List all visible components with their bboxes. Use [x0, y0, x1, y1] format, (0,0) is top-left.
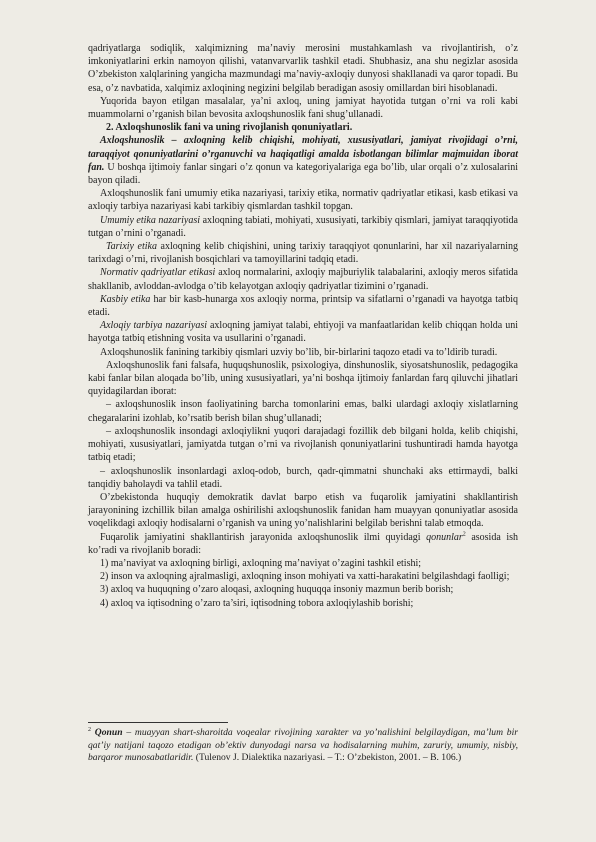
- term: Axloqiy tarbiya nazariyasi: [100, 320, 208, 332]
- footnote-ref: 2: [462, 531, 466, 538]
- paragraph: [88, 214, 518, 240]
- paragraph-text: asosida ish ko’radi va rivojlanib boradi:: [88, 531, 519, 556]
- paragraph: qadriyatlarga sodiqlik, xalqimizning ma’naviy merosini mustahkamlash va rivojlantirish, o’z imkoniyatlarini erkin namoyon qilishi, vatanvarvarlik tashkil etadi. Shubhasiz, ana shu negizlar asosida O’zbekiston xalqlarining yangicha mazmundagi ma’naviy-axloqiy dunyosi shakllanadi va qaror topadi. Bu esa, o’z navbatida, xalqimiz axloqining negizini belgilab beradigan asosiy omillardan biri hisoblanadi.: [88, 43, 518, 94]
- list-item: 3) axloq va huquqning o’zaro aloqasi, axloqning huquqqa insoniy mazmun berib borish;: [100, 584, 454, 596]
- list-item: – axloqshunoslik insondagi axloqiylikni yuqori darajadagi fozillik deb bilgani holda, kelib chiqishi, mohiyati, xususiyatlari, jamiyatda tutgan o’rni va rivojlanish qonuniyatlarini tushuntiradi hamda hayotga tatbiq etadi;: [88, 425, 518, 464]
- footnote: [88, 727, 518, 765]
- paragraph: Yuqorida bayon etilgan masalalar, ya’ni axloq, uning jamiyat hayotida tutgan o’rni va roli kabi muammolarni o’rganish bilan bevosita axloqshunoslik fani shug’ullanadi.: [88, 95, 518, 121]
- list-item: 2) inson va axloqning ajralmasligi, axloqning inson mohiyati va xatti-harakatini belgilashdagi faolligi;: [100, 571, 510, 583]
- list-item: 4) axloq va iqtisodning o’zaro ta’siri, iqtisodning tobora axloqiylashib borishi;: [100, 597, 414, 609]
- footnote-definition: – muayyan shart-sharoitda voqealar rivojining xarakter va yo’nalishini belgilaydigan, ma’lum bir qat’iy natijani taqozo etadigan ob’ektiv dunyodagi narsa va hodisalarning muhim, zaruriy, umumiy, nisbiy, barqaror munosabatlaridir.: [88, 727, 518, 764]
- paragraph-text: axloqning kelib chiqishini, uning tarixiy taraqqiyot qonunlarini, har xil nazariyalarning tarixdagi o’rni, rivojlanish bosqichlari va tamoyillarini tadqiq etadi.: [88, 241, 518, 266]
- definition-paragraph: [88, 134, 518, 187]
- definition-text: Axloqshunoslik – axloqning kelib chiqishi, mohiyati, xususiyatlari, jamiyat rivojidagi o’rni, taraqqiyot qonuniyatlarini o’rganuvchi va haqiqatligi amalda isbotlangan bilimlar majmuidan iborat fan.: [88, 135, 518, 173]
- paragraph: [88, 266, 518, 292]
- term: Kasbiy etika: [100, 293, 151, 305]
- section-heading: 2. Axloqshunoslik fani va uning rivojlanish qonuniyatlari.: [106, 122, 353, 134]
- paragraph: [88, 240, 518, 266]
- paragraph: [88, 319, 518, 345]
- term: Tarixiy etika: [106, 241, 157, 253]
- list-item: – axloqshunoslik inson faoliyatining barcha tomonlarini emas, balki ulardagi axloqiy xislatlarning chegaralarini izohlab, ko’rsatib berish bilan shug’ullanadi;: [88, 399, 518, 424]
- paragraph: O’zbekistonda huquqiy demokratik davlat barpo etish va fuqarolik jamiyatini shakllantirish jarayonining izchillik bilan amalga oshirilishi axloqshunoslik fanidan ham muayyan qonuniyatlar asosida voqelikdagi axloqiy hodisalarni o’rganish va uning yo’nalishlarini belgilab berishni talab etmoqda.: [88, 491, 518, 530]
- term: qonunlar: [426, 531, 463, 543]
- footnote-term: Qonun: [94, 727, 123, 738]
- paragraph-text: U boshqa ijtimoiy fanlar singari o’z qonun va kategoriyalariga ega bo’lib, ular orqali o’z xulosalarini bayon qiladi.: [88, 161, 518, 187]
- term: Normativ qadriyatlar etikasi: [100, 267, 216, 279]
- paragraph: Axloqshunoslik fanining tarkibiy qismlari uzviy bo’lib, bir-birlarini taqozo etadi va to’ldirib turadi.: [100, 346, 498, 358]
- paragraph-text: axloqning tabiati, mohiyati, xususiyati, tarkibiy qismlari, jamiyat taraqqiyotida tutgan o’rnini o’rganadi.: [88, 214, 518, 239]
- paragraph: Axloqshunoslik fani falsafa, huquqshunoslik, psixologiya, dinshunoslik, siyosatshunoslik, pedagogika kabi fanlar bilan aloqada bo’lib, uning xususiyatlari, ya’ni boshqa ijtimoiy fanlardan farq qiluvchi jihatlari quyidagilardan iborat:: [88, 359, 518, 398]
- paragraph-text: Fuqarolik jamiyatini shakllantirish jarayonida axloqshunoslik ilmi quyidagi: [100, 531, 427, 543]
- footnote-separator: [88, 722, 228, 723]
- paragraph: [88, 293, 518, 319]
- body-text: [88, 42, 518, 610]
- paragraph: Axloqshunoslik fani umumiy etika nazariyasi, tarixiy etika, normativ qadriyatlar etikasi, kasb etikasi va axloqiy tarbiya nazariyasi kabi tarkibiy qismlardan tashkil topgan.: [88, 188, 518, 213]
- list-item: 1) ma’naviyat va axloqning birligi, axloqning ma’naviyat o’zagini tashkil etishi;: [100, 557, 422, 569]
- paragraph-text: axloqning jamiyat talabi, ehtiyoji va manfaatlaridan kelib chiqqan holda uni hayotga tatbiq etishning vosita va usullarini o’rganadi.: [88, 320, 518, 345]
- footnote-number: 2: [88, 726, 91, 733]
- list-item: – axloqshunoslik insonlardagi axloq-odob, burch, qadr-qimmatni shunchaki aks ettirmaydi, balki tanqidiy baholaydi va tahlil etadi.: [88, 465, 518, 490]
- paragraph-text: har bir kasb-hunarga xos axloqiy norma, printsip va sifatlarni o’rganadi va hayotga tatbiq etadi.: [88, 293, 518, 319]
- term: Umumiy etika nazariyasi: [100, 214, 201, 226]
- paragraph-text: axloq normalarini, axloqiy majburiylik talabalarini, axloqiy meros sifatida shakllanib, avloddan-avlodga o’tib kelayotgan axloqiy qadriyatlar tizimini o’rganadi.: [88, 267, 518, 292]
- footnote-citation: (Tulenov J. Dialektika nazariyasi. – T.: O’zbekiston, 2001. – B. 106.): [193, 752, 462, 764]
- paragraph: [88, 531, 518, 557]
